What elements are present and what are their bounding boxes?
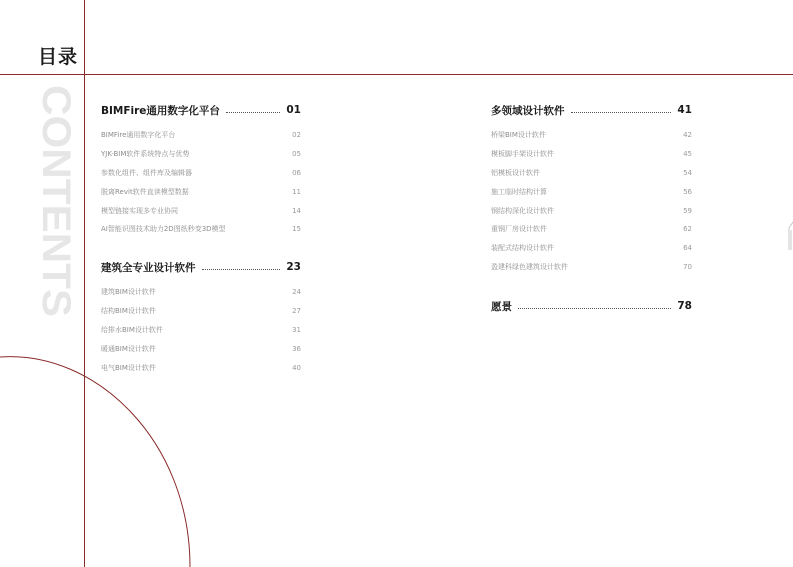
toc-list (101, 126, 301, 239)
toc-item[interactable] (491, 126, 692, 145)
toc-item-label: 脱离Revit软件直读模型数据 (101, 187, 189, 196)
toc-item-page: 36 (292, 344, 301, 353)
toc-item[interactable] (491, 164, 692, 183)
section-page: 23 (286, 261, 301, 273)
toc-item-page: 24 (292, 288, 301, 297)
toc-item-page: 06 (292, 168, 301, 177)
toc-item-page: 45 (683, 150, 692, 159)
section-title: BIMFire通用数字化平台 (101, 104, 220, 117)
toc-item-label: 钢结构深化设计软件 (491, 206, 554, 215)
toc-section-vision (491, 298, 692, 314)
toc-list (101, 283, 301, 377)
section-title: 多领域设计软件 (491, 104, 565, 117)
toc-section-multidomain (491, 102, 692, 276)
toc-item-label: 施工临时结构计算 (491, 187, 547, 196)
contents-watermark-text: CONTENTS (34, 85, 78, 305)
page-edge-mark (785, 220, 793, 254)
toc-item-page: 02 (292, 131, 301, 140)
toc-list (491, 126, 692, 276)
toc-item-label: 建筑BIM设计软件 (101, 288, 156, 297)
toc-item[interactable] (101, 220, 301, 239)
section-title: 建筑全专业设计软件 (101, 261, 196, 274)
toc-item-label: 暖通BIM设计软件 (101, 344, 156, 353)
section-heading[interactable] (101, 102, 301, 118)
toc-item-page: 14 (292, 206, 301, 215)
toc-item-page: 31 (292, 325, 301, 334)
toc-item[interactable] (101, 145, 301, 164)
toc-item-label: 铝模板设计软件 (491, 168, 540, 177)
section-title: 愿景 (491, 300, 512, 313)
toc-item-page: 40 (292, 363, 301, 372)
toc-item-label: 结构BIM设计软件 (101, 307, 156, 316)
toc-item-page: 42 (683, 131, 692, 140)
toc-item[interactable] (101, 358, 301, 377)
dot-leader (518, 308, 671, 309)
toc-item[interactable] (491, 258, 692, 277)
section-heading[interactable] (491, 298, 692, 314)
toc-item-label: 电气BIM设计软件 (101, 363, 156, 372)
toc-item[interactable] (101, 182, 301, 201)
toc-item[interactable] (101, 321, 301, 340)
toc-item-label: 模型链接实现多专业协同 (101, 206, 178, 215)
toc-item-page: 05 (292, 150, 301, 159)
section-heading[interactable] (491, 102, 692, 118)
dot-leader (226, 112, 280, 113)
section-page: 78 (677, 300, 692, 312)
toc-item[interactable] (101, 283, 301, 302)
toc-item[interactable] (101, 126, 301, 145)
toc-item-label: 桥梁BIM设计软件 (491, 131, 546, 140)
toc-section-architecture (101, 259, 301, 377)
dot-leader (202, 269, 281, 270)
toc-item-page: 11 (292, 187, 301, 196)
toc-item[interactable] (491, 145, 692, 164)
toc-item[interactable] (491, 239, 692, 258)
toc-item-page: 59 (683, 206, 692, 215)
toc-item-label: 重钢厂房设计软件 (491, 225, 547, 234)
toc-item[interactable] (491, 201, 692, 220)
toc-item-page: 54 (683, 168, 692, 177)
toc-item-label: AI智能识图技术助力2D图纸秒变3D模型 (101, 225, 226, 234)
toc-item-label: 参数化组件、组件库及编辑器 (101, 168, 192, 177)
toc-item[interactable] (101, 339, 301, 358)
dot-leader (571, 112, 672, 113)
toc-item[interactable] (101, 201, 301, 220)
vertical-rule (84, 0, 85, 567)
toc-item-page: 56 (683, 187, 692, 196)
toc-item-label: 盈建科绿色建筑设计软件 (491, 262, 568, 271)
toc-item[interactable] (101, 164, 301, 183)
toc-item-label: 装配式结构设计软件 (491, 244, 554, 253)
toc-item-page: 27 (292, 307, 301, 316)
toc-item[interactable] (491, 220, 692, 239)
toc-item-page: 15 (292, 225, 301, 234)
toc-item-label: BIMFire通用数字化平台 (101, 131, 176, 140)
toc-item-page: 70 (683, 262, 692, 271)
section-page: 01 (286, 104, 301, 116)
toc-item[interactable] (491, 182, 692, 201)
toc-item-page: 62 (683, 225, 692, 234)
horizontal-rule (0, 74, 793, 75)
toc-item-label: 模板脚手架设计软件 (491, 150, 554, 159)
page-title: 目录 (38, 46, 79, 68)
contents-watermark (33, 85, 81, 325)
toc-item-label: 给排水BIM设计软件 (101, 325, 163, 334)
section-page: 41 (677, 104, 692, 116)
toc-item-label: YJK-BIM软件系统特点与优势 (101, 150, 190, 159)
toc-item[interactable] (101, 302, 301, 321)
toc-section-platform (101, 102, 301, 239)
section-heading[interactable] (101, 259, 301, 275)
toc-item-page: 64 (683, 244, 692, 253)
